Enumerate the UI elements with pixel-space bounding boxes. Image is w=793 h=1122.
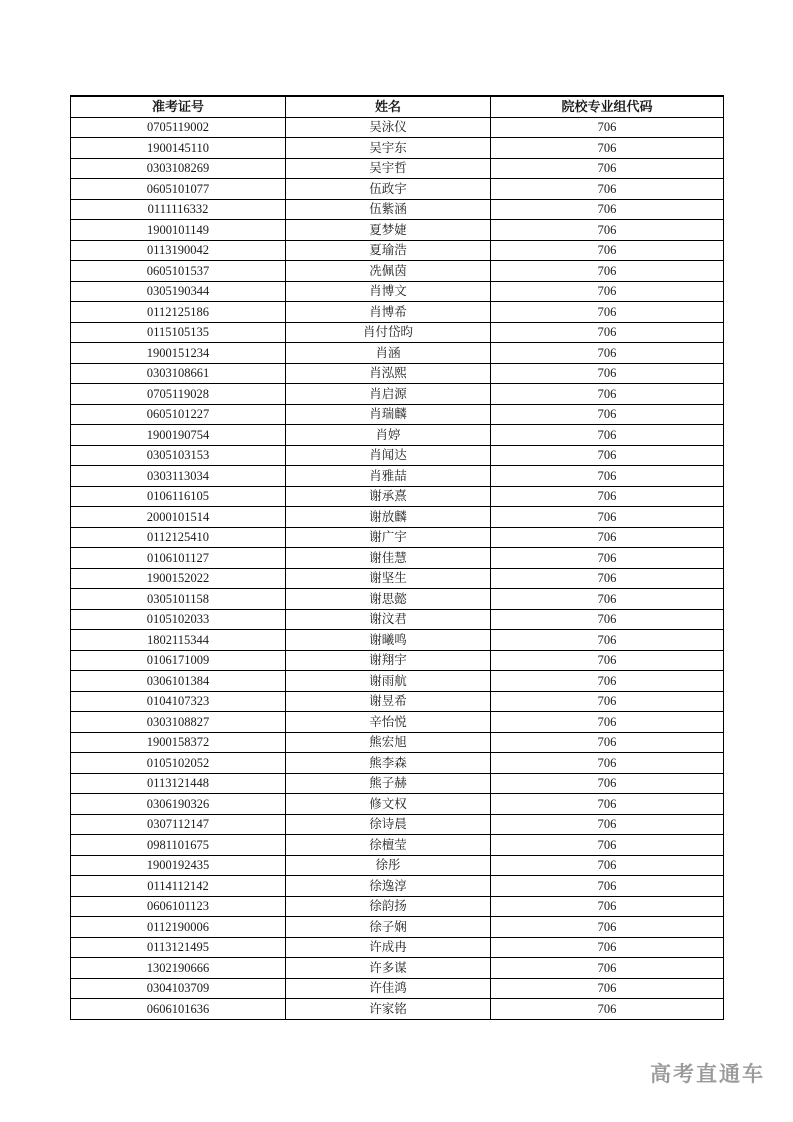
- cell-group-code: 706: [491, 384, 724, 405]
- table-row: [71, 835, 724, 856]
- table-row: [71, 650, 724, 671]
- cell-group-code: 706: [491, 732, 724, 753]
- cell-group-code: 706: [491, 343, 724, 364]
- table-row: [71, 527, 724, 548]
- cell-name: 谢昱希: [286, 691, 491, 712]
- cell-exam-number: 0303108827: [71, 712, 286, 733]
- table-row: [71, 199, 724, 220]
- cell-exam-number: 1900101149: [71, 220, 286, 241]
- cell-name: 辛怡悦: [286, 712, 491, 733]
- cell-name: 谢翔宇: [286, 650, 491, 671]
- cell-name: 许家铭: [286, 999, 491, 1020]
- cell-exam-number: 0112125186: [71, 302, 286, 323]
- table-row: [71, 486, 724, 507]
- table-row: [71, 179, 724, 200]
- cell-exam-number: 0106101127: [71, 548, 286, 569]
- watermark: 高考直通车: [650, 1063, 765, 1086]
- cell-group-code: 706: [491, 138, 724, 159]
- cell-exam-number: 0104107323: [71, 691, 286, 712]
- cell-exam-number: 0307112147: [71, 814, 286, 835]
- cell-name: 谢思懿: [286, 589, 491, 610]
- cell-name: 肖瑞麟: [286, 404, 491, 425]
- cell-group-code: 706: [491, 404, 724, 425]
- cell-exam-number: 0305101158: [71, 589, 286, 610]
- cell-name: 吴泳仪: [286, 117, 491, 138]
- table-row: [71, 322, 724, 343]
- cell-name: 肖雅喆: [286, 466, 491, 487]
- cell-name: 谢广宇: [286, 527, 491, 548]
- cell-name: 肖闻达: [286, 445, 491, 466]
- header-name: 姓名: [286, 96, 491, 117]
- exam-roster-table: [70, 95, 724, 1020]
- header-exam-number: 准考证号: [71, 96, 286, 117]
- table-row: [71, 363, 724, 384]
- cell-exam-number: 0112190006: [71, 917, 286, 938]
- roster-body: [71, 117, 724, 1019]
- cell-name: 徐檀莹: [286, 835, 491, 856]
- table-row: [71, 814, 724, 835]
- cell-name: 徐彤: [286, 855, 491, 876]
- table-row: [71, 855, 724, 876]
- cell-group-code: 706: [491, 486, 724, 507]
- cell-exam-number: 0106171009: [71, 650, 286, 671]
- cell-name: 许多谋: [286, 958, 491, 979]
- table-row: [71, 958, 724, 979]
- cell-name: 谢承熹: [286, 486, 491, 507]
- table-row: [71, 999, 724, 1020]
- cell-exam-number: 0303113034: [71, 466, 286, 487]
- cell-exam-number: 0606101123: [71, 896, 286, 917]
- cell-exam-number: 2000101514: [71, 507, 286, 528]
- table-row: [71, 917, 724, 938]
- cell-group-code: 706: [491, 712, 724, 733]
- cell-name: 肖付岱昀: [286, 322, 491, 343]
- table-row: [71, 343, 724, 364]
- table-row: [71, 691, 724, 712]
- cell-exam-number: 0981101675: [71, 835, 286, 856]
- cell-exam-number: 0106116105: [71, 486, 286, 507]
- table-row: [71, 712, 724, 733]
- table-row: [71, 671, 724, 692]
- table-row: [71, 589, 724, 610]
- cell-exam-number: 0111116332: [71, 199, 286, 220]
- cell-exam-number: 0606101636: [71, 999, 286, 1020]
- table-row: [71, 261, 724, 282]
- cell-exam-number: 0113121495: [71, 937, 286, 958]
- cell-group-code: 706: [491, 527, 724, 548]
- cell-group-code: 706: [491, 835, 724, 856]
- cell-name: 徐诗晨: [286, 814, 491, 835]
- cell-exam-number: 0605101537: [71, 261, 286, 282]
- cell-group-code: 706: [491, 240, 724, 261]
- cell-group-code: 706: [491, 753, 724, 774]
- cell-exam-number: 0114112142: [71, 876, 286, 897]
- cell-name: 熊李森: [286, 753, 491, 774]
- header-group-code: 院校专业组代码: [491, 96, 724, 117]
- cell-exam-number: 1900152022: [71, 568, 286, 589]
- cell-exam-number: 1900145110: [71, 138, 286, 159]
- cell-group-code: 706: [491, 650, 724, 671]
- cell-exam-number: 0605101227: [71, 404, 286, 425]
- cell-group-code: 706: [491, 876, 724, 897]
- cell-name: 谢坚生: [286, 568, 491, 589]
- cell-name: 许佳鸿: [286, 978, 491, 999]
- cell-name: 肖博文: [286, 281, 491, 302]
- cell-group-code: 706: [491, 773, 724, 794]
- table-row: [71, 220, 724, 241]
- table-row: [71, 568, 724, 589]
- table-row: [71, 937, 724, 958]
- cell-group-code: 706: [491, 199, 724, 220]
- cell-group-code: 706: [491, 507, 724, 528]
- cell-group-code: 706: [491, 978, 724, 999]
- cell-name: 谢放麟: [286, 507, 491, 528]
- cell-group-code: 706: [491, 671, 724, 692]
- cell-group-code: 706: [491, 855, 724, 876]
- table-row: [71, 302, 724, 323]
- cell-group-code: 706: [491, 814, 724, 835]
- cell-name: 肖婷: [286, 425, 491, 446]
- table-row: [71, 384, 724, 405]
- cell-name: 吴宇东: [286, 138, 491, 159]
- table-row: [71, 158, 724, 179]
- cell-exam-number: 0303108269: [71, 158, 286, 179]
- cell-exam-number: 0303108661: [71, 363, 286, 384]
- header-row: [71, 96, 724, 117]
- cell-exam-number: 0305190344: [71, 281, 286, 302]
- cell-name: 肖博希: [286, 302, 491, 323]
- cell-group-code: 706: [491, 568, 724, 589]
- cell-group-code: 706: [491, 220, 724, 241]
- cell-name: 谢汶君: [286, 609, 491, 630]
- table-row: [71, 794, 724, 815]
- cell-name: 熊宏旭: [286, 732, 491, 753]
- cell-group-code: 706: [491, 466, 724, 487]
- cell-name: 谢曦鸣: [286, 630, 491, 651]
- cell-name: 熊子赫: [286, 773, 491, 794]
- table-row: [71, 978, 724, 999]
- table-row: [71, 548, 724, 569]
- cell-exam-number: 0305103153: [71, 445, 286, 466]
- cell-exam-number: 0112125410: [71, 527, 286, 548]
- cell-group-code: 706: [491, 425, 724, 446]
- cell-exam-number: 0113190042: [71, 240, 286, 261]
- cell-exam-number: 0705119028: [71, 384, 286, 405]
- table-row: [71, 732, 724, 753]
- cell-exam-number: 0705119002: [71, 117, 286, 138]
- cell-exam-number: 1900158372: [71, 732, 286, 753]
- table-row: [71, 445, 724, 466]
- cell-exam-number: 0605101077: [71, 179, 286, 200]
- cell-exam-number: 0115105135: [71, 322, 286, 343]
- cell-group-code: 706: [491, 937, 724, 958]
- cell-exam-number: 1302190666: [71, 958, 286, 979]
- cell-group-code: 706: [491, 958, 724, 979]
- cell-group-code: 706: [491, 609, 724, 630]
- cell-group-code: 706: [491, 630, 724, 651]
- cell-exam-number: 1802115344: [71, 630, 286, 651]
- cell-name: 冼佩茵: [286, 261, 491, 282]
- table-row: [71, 896, 724, 917]
- table-row: [71, 117, 724, 138]
- table-row: [71, 773, 724, 794]
- table-row: [71, 753, 724, 774]
- cell-group-code: 706: [491, 363, 724, 384]
- cell-group-code: 706: [491, 589, 724, 610]
- cell-name: 肖泓熙: [286, 363, 491, 384]
- table-row: [71, 138, 724, 159]
- cell-exam-number: 1900190754: [71, 425, 286, 446]
- cell-name: 徐韵扬: [286, 896, 491, 917]
- table-row: [71, 281, 724, 302]
- cell-exam-number: 0105102052: [71, 753, 286, 774]
- table-row: [71, 609, 724, 630]
- cell-name: 谢雨航: [286, 671, 491, 692]
- cell-name: 夏梦婕: [286, 220, 491, 241]
- cell-group-code: 706: [491, 281, 724, 302]
- cell-name: 徐逸淳: [286, 876, 491, 897]
- cell-name: 许成冉: [286, 937, 491, 958]
- table-row: [71, 630, 724, 651]
- table-row: [71, 240, 724, 261]
- cell-group-code: 706: [491, 999, 724, 1020]
- cell-name: 伍政宇: [286, 179, 491, 200]
- cell-exam-number: 0105102033: [71, 609, 286, 630]
- cell-group-code: 706: [491, 158, 724, 179]
- cell-exam-number: 0304103709: [71, 978, 286, 999]
- cell-name: 伍紫涵: [286, 199, 491, 220]
- cell-group-code: 706: [491, 322, 724, 343]
- cell-group-code: 706: [491, 179, 724, 200]
- cell-group-code: 706: [491, 117, 724, 138]
- table-row: [71, 466, 724, 487]
- cell-exam-number: 1900192435: [71, 855, 286, 876]
- cell-exam-number: 0306190326: [71, 794, 286, 815]
- cell-name: 肖涵: [286, 343, 491, 364]
- cell-group-code: 706: [491, 548, 724, 569]
- table-row: [71, 404, 724, 425]
- cell-group-code: 706: [491, 794, 724, 815]
- cell-group-code: 706: [491, 691, 724, 712]
- cell-name: 修文权: [286, 794, 491, 815]
- cell-group-code: 706: [491, 445, 724, 466]
- cell-exam-number: 0306101384: [71, 671, 286, 692]
- table-row: [71, 876, 724, 897]
- cell-group-code: 706: [491, 896, 724, 917]
- cell-group-code: 706: [491, 261, 724, 282]
- cell-name: 吴宇哲: [286, 158, 491, 179]
- cell-name: 谢佳慧: [286, 548, 491, 569]
- cell-exam-number: 1900151234: [71, 343, 286, 364]
- cell-name: 肖启源: [286, 384, 491, 405]
- cell-group-code: 706: [491, 917, 724, 938]
- table-row: [71, 425, 724, 446]
- table-row: [71, 507, 724, 528]
- cell-name: 夏瑜浩: [286, 240, 491, 261]
- cell-exam-number: 0113121448: [71, 773, 286, 794]
- cell-name: 徐子娴: [286, 917, 491, 938]
- cell-group-code: 706: [491, 302, 724, 323]
